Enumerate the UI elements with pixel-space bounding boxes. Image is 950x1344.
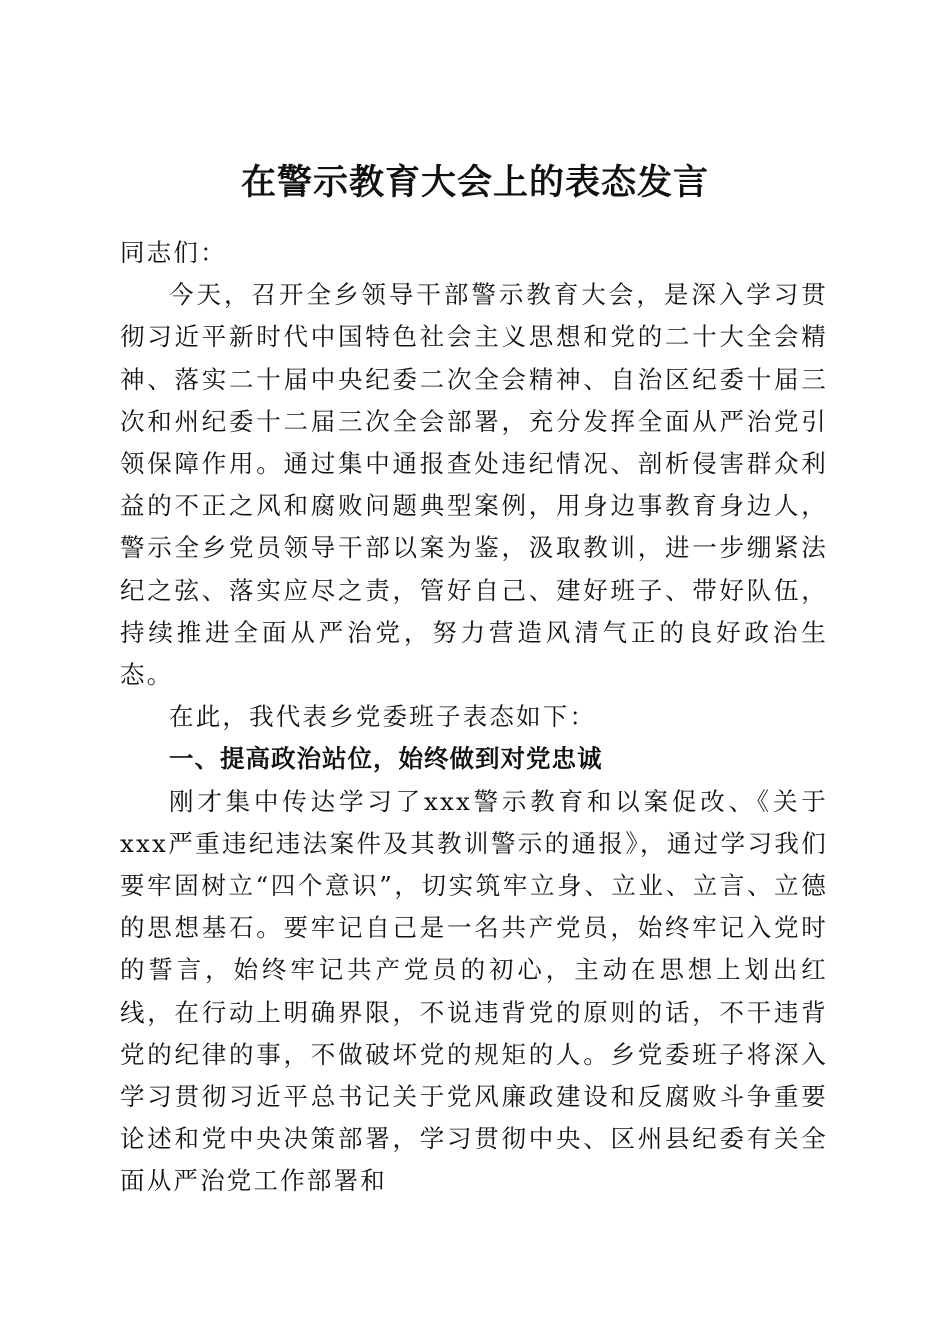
paragraph-section-1: 刚才集中传达学习了xxx警示教育和以案促改、《关于xxx严重违纪违法案件及其教训警示的通报》，通过学习我们要牢固树立“四个意识”，切实筑牢立身、立业、立言、立德的思想基石。要牢记自己是一名共产党员，始终牢记入党时的誓言，始终牢记共产党员的初心，主动在思想上划出红线，在行动上明确界限，不说违背党的原则的话，不干违背党的纪律的事，不做破坏党的规矩的人。乡党委班子将深入学习贯彻习近平总书记关于党风廉政建设和反腐败斗争重要论述和党中央决策部署，学习贯彻中央、区州县纪委有关全面从严治党工作部署和 [120,786,828,1196]
paragraph-intro: 今天，召开全乡领导干部警示教育大会，是深入学习贯彻习近平新时代中国特色社会主义思想和党的二十大全会精神、落实二十届中央纪委二次全会精神、自治区纪委十届三次和州纪委十二届三次全会部署，充分发挥全面从严治党引领保障作用。通过集中通报查处违纪情况、剖析侵害群众利益的不正之风和腐败问题典型案例，用身边事教育身边人，警示全乡党员领导干部以案为鉴，汲取教训，进一步绷紧法纪之弦、落实应尽之责，管好自己、建好班子、带好队伍，持续推进全面从严治党，努力营造风清气正的良好政治生态。 [120,280,828,690]
paragraph-statement: 在此，我代表乡党委班子表态如下： [169,702,597,732]
document-body [120,232,828,1203]
section-heading-1: 一、提高政治站位，始终做到对党忠诚 [169,744,603,774]
salutation: 同志们： [120,238,227,267]
document-title: 在警示教育大会上的表态发言 [240,162,709,204]
